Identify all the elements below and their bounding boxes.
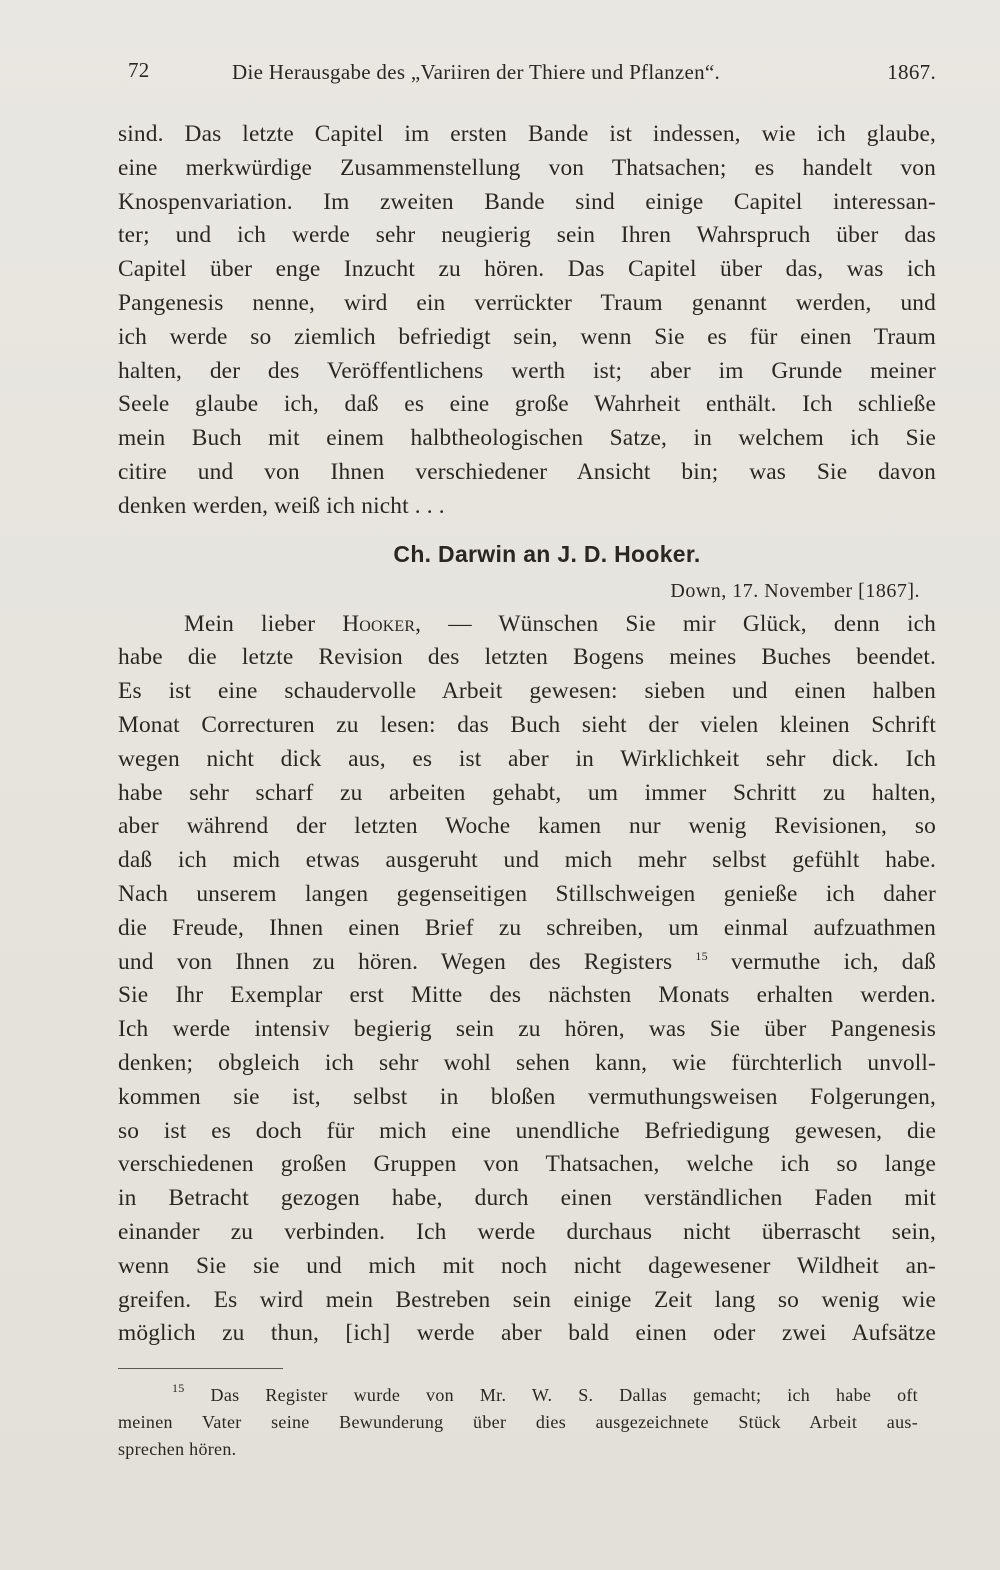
footnote-line: meinen Vater seine Bewunderung über dies ausgezeichnete Stück Arbeit aus- <box>118 1412 918 1432</box>
page-number: 72 <box>128 58 150 82</box>
text-line: möglich zu thun, [ich] werde aber bald einen oder zwei Aufsätze <box>118 1320 936 1347</box>
text-line: Sie Ihr Exemplar erst Mitte des nächsten Monats erhalten werden. <box>118 982 936 1009</box>
text-line: Monat Correcturen zu lesen: das Buch sieht der vielen kleinen Schrift <box>118 711 936 738</box>
footnote <box>118 1382 918 1463</box>
text-line: Capitel über enge Inzucht zu hören. Das Capitel über das, was ich <box>118 256 936 283</box>
text-line: die Freude, Ihnen einen Brief zu schreiben, um einmal aufzuathmen <box>118 914 936 941</box>
paragraph-continued <box>118 118 936 524</box>
text-line: eine merkwürdige Zusammenstellung von Thatsachen; es handelt von <box>118 154 936 181</box>
text-line: denken werden, weiß ich nicht . . . <box>118 492 445 519</box>
text-line: ich werde so ziemlich befriedigt sein, wenn Sie es für einen Traum <box>118 323 936 350</box>
salutation-name: Hooker <box>342 610 416 637</box>
header-year: 1867. <box>887 60 936 84</box>
main-text <box>118 118 936 1351</box>
text-line: verschiedenen großen Gruppen von Thatsachen, welche ich so lange <box>118 1151 936 1178</box>
salutation-line <box>118 608 936 642</box>
text-line: Pangenesis nenne, wird ein verrückter Traum genannt werden, und <box>118 289 936 316</box>
text-line: mein Buch mit einem halbtheologischen Satze, in welchem ich Sie <box>118 425 936 452</box>
text-line: in Betracht gezogen habe, durch einen verständlichen Faden mit <box>118 1185 936 1212</box>
text-line: daß ich mich etwas ausgeruht und mich mehr selbst gefühlt habe. <box>118 847 936 874</box>
footnote-ref[interactable]: 15 <box>695 948 708 963</box>
text-line: kommen sie ist, selbst in bloßen vermuthungsweisen Folgerungen, <box>118 1083 936 1110</box>
register-line-post: vermuthe ich, daß <box>730 948 936 975</box>
letter-dateline: Down, 17. November [1867]. <box>670 579 920 602</box>
text-line: wegen nicht dick aus, es ist aber in Wirklichkeit sehr dick. Ich <box>118 745 936 772</box>
running-title: Die Herausgabe des „Variiren der Thiere und Pflanzen“. <box>232 60 721 84</box>
footnote-number: 15 <box>172 1381 185 1395</box>
text-line: Seele glaube ich, daß es eine große Wahrheit enthält. Ich schließe <box>118 391 936 418</box>
footnote-text: Das Register wurde von Mr. W. S. Dallas gemacht; ich habe oft <box>210 1385 918 1405</box>
salutation-pre: Mein lieber <box>184 610 343 637</box>
text-line: aber während der letzten Woche kamen nur wenig Revisionen, so <box>118 813 936 840</box>
text-line: habe sehr scharf zu arbeiten gehabt, um immer Schritt zu halten, <box>118 779 936 806</box>
text-line: Es ist eine schaudervolle Arbeit gewesen: sieben und einen halben <box>118 678 936 705</box>
text-line: halten, der des Veröffentlichens werth ist; aber im Grunde meiner <box>118 357 936 384</box>
text-line: Knospenvariation. Im zweiten Bande sind einige Capitel interessan- <box>118 188 936 215</box>
text-line: einander zu verbinden. Ich werde durchaus nicht überrascht sein, <box>118 1218 936 1245</box>
register-line-pre: und von Ihnen zu hören. Wegen des Registers <box>118 948 673 975</box>
letter-paragraph <box>118 608 936 1352</box>
text-line: habe die letzte Revision des letzten Bogens meines Buches beendet. <box>118 644 936 671</box>
text-line: Nach unserem langen gegenseitigen Stillschweigen genieße ich daher <box>118 880 936 907</box>
text-line: sind. Das letzte Capitel im ersten Bande ist indessen, wie ich glaube, <box>118 121 936 147</box>
running-header <box>128 58 936 92</box>
text-line: so ist es doch für mich eine unendliche Befriedigung gewesen, die <box>118 1117 936 1144</box>
register-line <box>118 946 936 980</box>
text-line: wenn Sie sie und mich mit noch nicht dagewesener Wildheit an- <box>118 1252 936 1279</box>
salutation-post: , — Wünschen Sie mir Glück, denn ich <box>415 610 936 637</box>
text-line: greifen. Es wird mein Bestreben sein einige Zeit lang so wenig wie <box>118 1286 936 1313</box>
text-line: citire und von Ihnen verschiedener Ansicht bin; was Sie davon <box>118 458 936 485</box>
text-line: Ich werde intensiv begierig sein zu hören, was Sie über Pangenesis <box>118 1016 936 1043</box>
footnote-line <box>118 1382 918 1409</box>
text-line: ter; und ich werde sehr neugierig sein Ihren Wahrspruch über das <box>118 222 936 249</box>
text-line: denken; obgleich ich sehr wohl sehen kann, wie fürchterlich unvoll- <box>118 1049 936 1076</box>
footnote-divider <box>118 1368 283 1369</box>
footnote-line: sprechen hören. <box>118 1439 237 1459</box>
letter-heading: Ch. Darwin an J. D. Hooker. <box>393 540 701 567</box>
